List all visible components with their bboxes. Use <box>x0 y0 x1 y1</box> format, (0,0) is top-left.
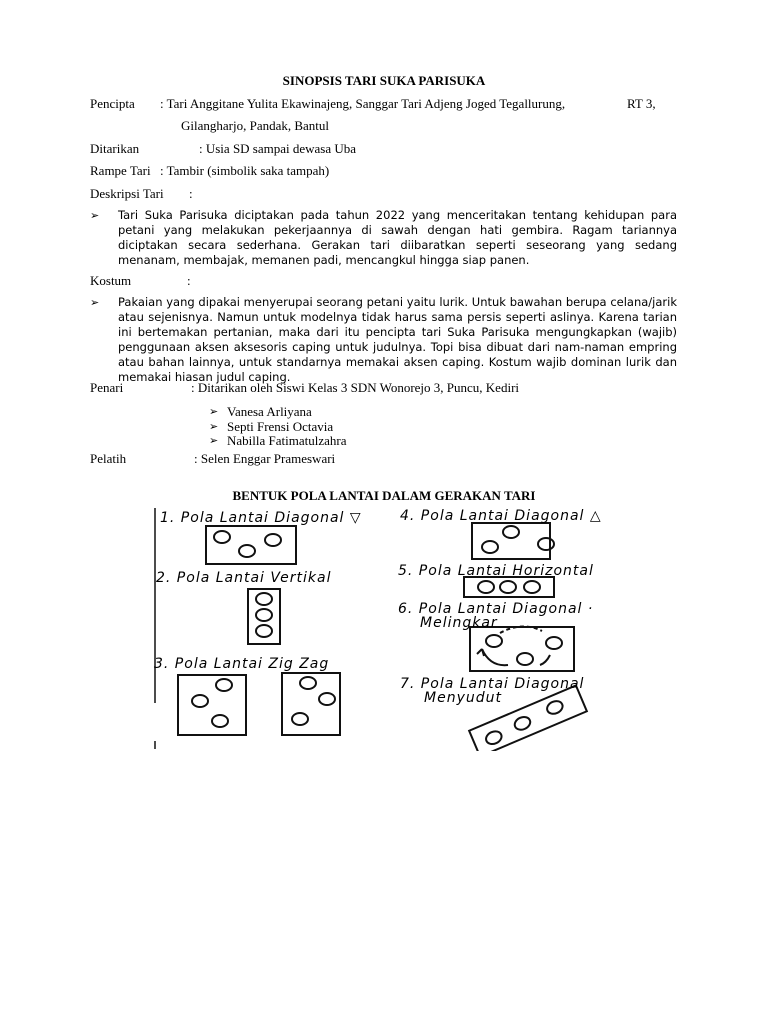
kostum-label: Kostum <box>90 273 132 288</box>
dancer-mark <box>482 541 498 553</box>
dancer-mark <box>256 593 272 605</box>
pattern-2-box <box>248 589 280 644</box>
dancer-mark <box>214 531 230 543</box>
bullet-arrow-icon: ➢ <box>90 297 100 309</box>
pencipta-address: Gilangharjo, Pandak, Bantul <box>181 118 330 133</box>
dancer-mark <box>256 625 272 637</box>
floor-pattern-drawing <box>150 503 630 751</box>
dancer-mark <box>300 677 316 689</box>
pencipta-label: Pencipta <box>90 96 135 111</box>
kostum-colon: : <box>187 273 191 288</box>
penari-label: Penari <box>90 380 124 395</box>
dancer-mark <box>538 538 554 550</box>
pencipta-value: : Tari Anggitane Yulita Ekawinajeng, Sanggar Tari Adjeng Joged Tegallurung, <box>160 96 566 111</box>
dancer-mark <box>500 581 516 593</box>
dancer-mark <box>513 715 532 732</box>
dancer-mark <box>216 679 232 691</box>
penari-name: Septi Frensi Octavia <box>227 419 334 434</box>
dancer-mark <box>478 581 494 593</box>
bullet-arrow-icon: ➢ <box>209 435 219 447</box>
bullet-arrow-icon: ➢ <box>90 210 100 222</box>
pattern-3-box-a <box>178 675 246 735</box>
dancer-mark <box>192 695 208 707</box>
pencipta-rt: RT 3, <box>627 96 656 111</box>
circle-path <box>540 655 550 665</box>
rampe-label: Rampe Tari <box>90 163 151 178</box>
bullet-arrow-icon: ➢ <box>209 406 219 418</box>
dancer-mark <box>256 609 272 621</box>
dancer-mark <box>486 635 502 647</box>
penari-value: : Ditarikan oleh Siswi Kelas 3 SDN Wonorejo 3, Puncu, Kediri <box>191 380 520 395</box>
kostum-text: Pakaian yang dipakai menyerupai seorang petani yaitu lurik. Untuk bawahan berupa celana/jarik atau sejenisnya. Namun untuk modelnya tidak harus sama persis seperti aslinya. Karena tarian ini bertemakan pertanian, maka dari itu pencipta tari Suka Parisuka mengungkapkan (wajib) penggunaan aksen aksesoris caping untuk judulnya. Topi bisa dibuat dari nam-naman empring atau bahan lainnya, untuk standarnya memakai aksen caping. Kostum wajib dominan lurik dan memakai hiasan judul caping. <box>118 295 677 384</box>
pattern-3-label: 3. Pola Lantai Zig Zag <box>154 656 330 672</box>
pattern-6-label: 6. Pola Lantai Diagonal · <box>398 601 594 617</box>
dancer-mark <box>239 545 255 557</box>
penari-name: Vanesa Arliyana <box>227 404 312 419</box>
dancer-mark <box>265 534 281 546</box>
dancer-mark <box>503 526 519 538</box>
pattern-7-label-line2: Menyudut <box>424 690 502 706</box>
pattern-7-label: 7. Pola Lantai Diagonal <box>400 676 585 692</box>
rampe-value: : Tambir (simbolik saka tampah) <box>160 163 330 178</box>
deskripsi-text: Tari Suka Parisuka diciptakan pada tahun 2022 yang menceritakan tentang kehidupan para petani yang melakukan pekerjaannya di sawah dengan hati gembira. Ragam tariannya diciptakan secara sederhana. Gerakan tari diibaratkan seperti seseorang yang sedang menanam, membajak, memanen padi, mencangkul hingga siap panen. <box>118 208 677 267</box>
dancer-mark <box>546 637 562 649</box>
dancer-mark <box>545 699 564 716</box>
pattern-4-label: 4. Pola Lantai Diagonal △ <box>400 508 602 524</box>
dancer-mark <box>484 729 503 746</box>
deskripsi-colon: : <box>189 186 193 201</box>
dancer-mark <box>319 693 335 705</box>
dancer-mark <box>524 581 540 593</box>
ditarikan-label: Ditarikan <box>90 141 140 156</box>
dancer-mark <box>212 715 228 727</box>
penari-name: Nabilla Fatimatulzahra <box>227 433 347 448</box>
dancer-mark <box>517 653 533 665</box>
deskripsi-label: Deskripsi Tari <box>90 186 164 201</box>
document-title: SINOPSIS TARI SUKA PARISUKA <box>282 73 486 88</box>
pattern-5-label: 5. Pola Lantai Horizontal <box>398 563 594 579</box>
pattern-6-label-line2: Melingkar <box>420 615 498 631</box>
pelatih-value: : Selen Enggar Prameswari <box>194 451 336 466</box>
circle-path <box>482 649 508 665</box>
figure-title: BENTUK POLA LANTAI DALAM GERAKAN TARI <box>232 488 536 503</box>
circle-arrow-icon <box>477 649 484 656</box>
bullet-arrow-icon: ➢ <box>209 421 219 433</box>
pattern-1-label: 1. Pola Lantai Diagonal ▽ <box>160 510 362 526</box>
pattern-2-label: 2. Pola Lantai Vertikal <box>156 570 332 586</box>
dancer-mark <box>292 713 308 725</box>
ditarikan-value: : Usia SD sampai dewasa Uba <box>199 141 357 156</box>
pelatih-label: Pelatih <box>90 451 127 466</box>
